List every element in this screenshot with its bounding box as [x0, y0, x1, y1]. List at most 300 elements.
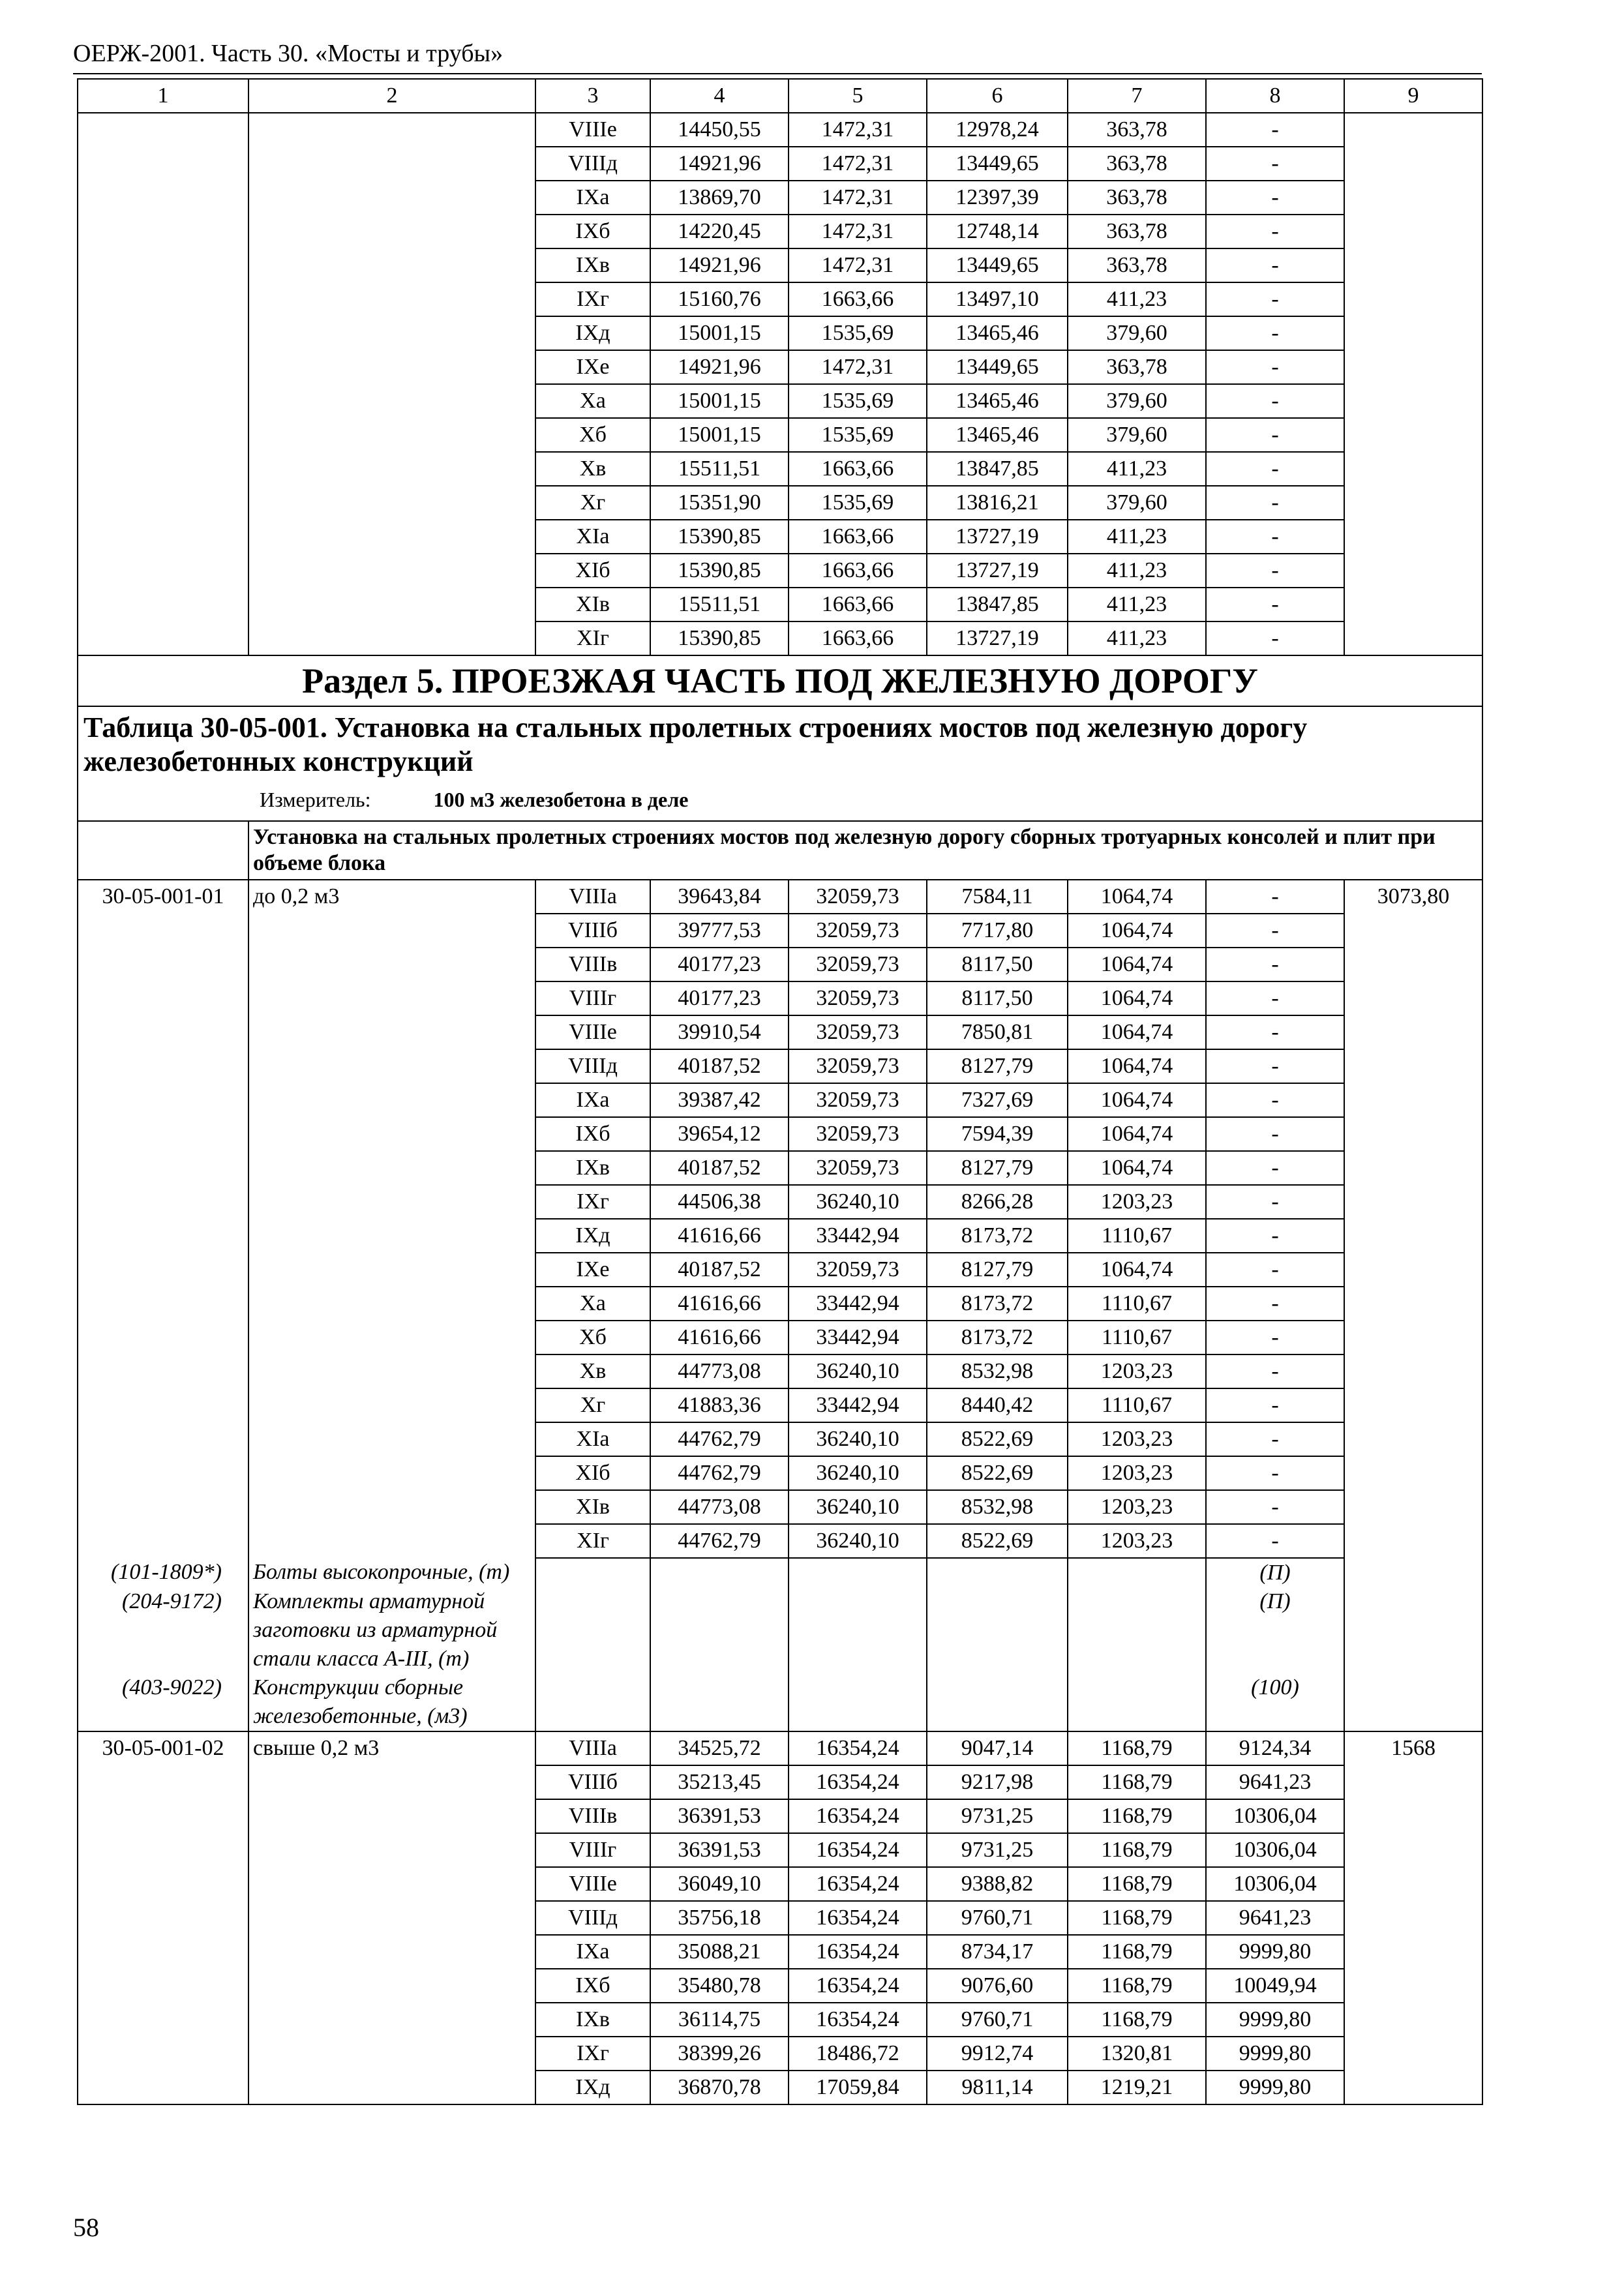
- value-cell: 1472,31: [789, 350, 927, 384]
- value-cell: 1168,79: [1068, 1901, 1206, 1935]
- column-number: 9: [1344, 79, 1482, 113]
- value-cell: 1535,69: [789, 384, 927, 418]
- table-row: [78, 1935, 1482, 1969]
- value-cell: IXа: [535, 1083, 650, 1117]
- value-cell: 9999,80: [1206, 2003, 1344, 2037]
- item-name: свыше 0,2 м3: [248, 1731, 535, 1765]
- value-cell: 15001,15: [650, 316, 789, 350]
- table-row: [78, 486, 1482, 520]
- value-cell: 9760,71: [927, 1901, 1068, 1935]
- empty-cell: [78, 948, 248, 981]
- value-cell: 13465,46: [927, 316, 1068, 350]
- table-row: [78, 350, 1482, 384]
- value-cell: 13449,65: [927, 350, 1068, 384]
- value-cell: -: [1206, 113, 1344, 147]
- value-cell: 9124,34: [1206, 1731, 1344, 1765]
- value-cell: 363,78: [1068, 181, 1206, 215]
- value-cell: VIIIа: [535, 880, 650, 914]
- table-row: [78, 520, 1482, 554]
- table-row: [78, 1490, 1482, 1524]
- empty-cell: [248, 1969, 535, 2003]
- value-cell: 1219,21: [1068, 2071, 1206, 2104]
- empty-cell: [1344, 981, 1482, 1015]
- table-row: [78, 1015, 1482, 1049]
- value-cell: 379,60: [1068, 486, 1206, 520]
- value-cell: 1064,74: [1068, 1049, 1206, 1083]
- empty-cell: [248, 1219, 535, 1253]
- empty-cell: [248, 147, 535, 181]
- column-number: 7: [1068, 79, 1206, 113]
- value-cell: 15390,85: [650, 554, 789, 588]
- value-cell: 379,60: [1068, 316, 1206, 350]
- empty-cell: [1068, 1673, 1206, 1731]
- empty-cell: [1344, 1049, 1482, 1083]
- table-row: [78, 418, 1482, 452]
- value-cell: 13449,65: [927, 248, 1068, 282]
- empty-cell: [1344, 215, 1482, 248]
- empty-cell: [1344, 1901, 1482, 1935]
- value-cell: 1663,66: [789, 621, 927, 655]
- value-cell: 13847,85: [927, 588, 1068, 621]
- value-cell: 15001,15: [650, 418, 789, 452]
- empty-cell: [1344, 1867, 1482, 1901]
- value-cell: 1064,74: [1068, 1083, 1206, 1117]
- value-cell: 12978,24: [927, 113, 1068, 147]
- empty-cell: [78, 621, 248, 655]
- value-cell: 411,23: [1068, 452, 1206, 486]
- value-cell: VIIIб: [535, 1765, 650, 1799]
- empty-cell: [78, 350, 248, 384]
- empty-cell: [248, 1490, 535, 1524]
- value-cell: -: [1206, 282, 1344, 316]
- resource-row: [78, 1587, 1482, 1673]
- value-cell: -: [1206, 147, 1344, 181]
- value-cell: 33442,94: [789, 1388, 927, 1422]
- value-cell: 33442,94: [789, 1219, 927, 1253]
- resource-value: (100): [1206, 1673, 1344, 1731]
- empty-cell: [248, 215, 535, 248]
- value-cell: 9641,23: [1206, 1765, 1344, 1799]
- value-cell: 1110,67: [1068, 1219, 1206, 1253]
- value-cell: 13465,46: [927, 384, 1068, 418]
- value-cell: 1663,66: [789, 554, 927, 588]
- empty-cell: [248, 2071, 535, 2104]
- table-row: [78, 2071, 1482, 2104]
- value-cell: 15511,51: [650, 452, 789, 486]
- value-cell: IXд: [535, 1219, 650, 1253]
- empty-cell: [535, 1673, 650, 1731]
- column-number: 3: [535, 79, 650, 113]
- resource-name: Конструкции сборные железобетонные, (м3): [248, 1673, 535, 1731]
- table-row: [78, 1833, 1482, 1867]
- value-cell: 1168,79: [1068, 1833, 1206, 1867]
- table-row: [78, 1151, 1482, 1185]
- empty-cell: [78, 2071, 248, 2104]
- value-cell: 40187,52: [650, 1049, 789, 1083]
- value-cell: 40187,52: [650, 1151, 789, 1185]
- value-cell: 39910,54: [650, 1015, 789, 1049]
- running-header: ОЕРЖ-2001. Часть 30. «Мосты и трубы»: [73, 40, 504, 67]
- empty-cell: [78, 1867, 248, 1901]
- empty-cell: [248, 384, 535, 418]
- empty-cell: [248, 554, 535, 588]
- value-cell: -: [1206, 1117, 1344, 1151]
- value-cell: 17059,84: [789, 2071, 927, 2104]
- item-name: до 0,2 м3: [248, 880, 535, 914]
- resource-value: (П): [1206, 1558, 1344, 1587]
- value-cell: 41616,66: [650, 1287, 789, 1321]
- empty-cell: [789, 1587, 927, 1673]
- value-cell: 32059,73: [789, 914, 927, 948]
- empty-cell: [1344, 1321, 1482, 1354]
- value-cell: 8522,69: [927, 1456, 1068, 1490]
- value-cell: 15001,15: [650, 384, 789, 418]
- value-cell: 36240,10: [789, 1185, 927, 1219]
- value-cell: -: [1206, 350, 1344, 384]
- value-cell: -: [1206, 588, 1344, 621]
- column-number: 1: [78, 79, 248, 113]
- empty-cell: [1344, 486, 1482, 520]
- empty-cell: [78, 215, 248, 248]
- value-cell: 1110,67: [1068, 1321, 1206, 1354]
- value-cell: 363,78: [1068, 248, 1206, 282]
- value-cell: 32059,73: [789, 948, 927, 981]
- value-cell: 9731,25: [927, 1799, 1068, 1833]
- value-cell: 16354,24: [789, 1867, 927, 1901]
- empty-cell: [78, 520, 248, 554]
- empty-cell: [78, 1969, 248, 2003]
- value-cell: 1472,31: [789, 248, 927, 282]
- value-cell: 1203,23: [1068, 1524, 1206, 1558]
- value-cell: -: [1206, 981, 1344, 1015]
- item-code: 30-05-001-01: [78, 880, 248, 914]
- value-cell: VIIIе: [535, 1867, 650, 1901]
- table-row: [78, 1117, 1482, 1151]
- table-row: [78, 1867, 1482, 1901]
- value-cell: 1535,69: [789, 316, 927, 350]
- value-cell: 16354,24: [789, 1799, 927, 1833]
- empty-cell: [78, 1524, 248, 1558]
- empty-cell: [248, 452, 535, 486]
- empty-cell: [248, 1151, 535, 1185]
- empty-cell: [248, 1867, 535, 1901]
- value-cell: 9912,74: [927, 2037, 1068, 2071]
- empty-cell: [78, 1049, 248, 1083]
- value-cell: -: [1206, 1151, 1344, 1185]
- table-row: [78, 1321, 1482, 1354]
- value-cell: 34525,72: [650, 1731, 789, 1765]
- value-cell: VIIIв: [535, 948, 650, 981]
- table-row: [78, 1354, 1482, 1388]
- value-cell: 8117,50: [927, 948, 1068, 981]
- value-cell: -: [1206, 1185, 1344, 1219]
- value-cell: 16354,24: [789, 2003, 927, 2037]
- empty-cell: [1344, 350, 1482, 384]
- empty-cell: [1344, 2003, 1482, 2037]
- empty-cell: [248, 621, 535, 655]
- empty-cell: [248, 1287, 535, 1321]
- value-cell: 12397,39: [927, 181, 1068, 215]
- empty-cell: [248, 1765, 535, 1799]
- value-cell: 7717,80: [927, 914, 1068, 948]
- empty-cell: [248, 520, 535, 554]
- empty-cell: [1344, 1765, 1482, 1799]
- value-cell: 13465,46: [927, 418, 1068, 452]
- table-row: [78, 1185, 1482, 1219]
- empty-cell: [1344, 1456, 1482, 1490]
- table-row: [78, 181, 1482, 215]
- value-cell: 44762,79: [650, 1524, 789, 1558]
- empty-cell: [78, 1219, 248, 1253]
- value-cell: 32059,73: [789, 981, 927, 1015]
- empty-cell: [248, 350, 535, 384]
- table-row: [78, 948, 1482, 981]
- value-cell: VIIIв: [535, 1799, 650, 1833]
- value-cell: 1472,31: [789, 181, 927, 215]
- value-cell: IXа: [535, 1935, 650, 1969]
- value-cell: 15511,51: [650, 588, 789, 621]
- value-cell: 32059,73: [789, 880, 927, 914]
- table-title-cell: [78, 706, 1482, 821]
- value-cell: IXв: [535, 248, 650, 282]
- table-title-row: [78, 706, 1482, 821]
- table-row: [78, 1287, 1482, 1321]
- empty-cell: [248, 1935, 535, 1969]
- value-cell: -: [1206, 880, 1344, 914]
- value-cell: VIIIг: [535, 981, 650, 1015]
- section-title: Раздел 5. ПРОЕЗЖАЯ ЧАСТЬ ПОД ЖЕЛЕЗНУЮ ДОРОГУ: [78, 655, 1482, 706]
- value-cell: 1168,79: [1068, 1765, 1206, 1799]
- value-cell: 10306,04: [1206, 1799, 1344, 1833]
- value-cell: 16354,24: [789, 1833, 927, 1867]
- value-cell: -: [1206, 621, 1344, 655]
- value-cell: IXв: [535, 2003, 650, 2037]
- empty-cell: [1344, 520, 1482, 554]
- table-row: [78, 452, 1482, 486]
- resource-name: Комплекты арматурной заготовки из арматурной стали класса А-III, (т): [248, 1587, 535, 1673]
- value-cell: 13727,19: [927, 554, 1068, 588]
- value-cell: -: [1206, 248, 1344, 282]
- value-cell: XIб: [535, 1456, 650, 1490]
- value-cell: VIIIд: [535, 1049, 650, 1083]
- empty-cell: [1344, 1151, 1482, 1185]
- empty-cell: [1344, 1253, 1482, 1287]
- empty-cell: [1344, 418, 1482, 452]
- resource-code: (403-9022): [78, 1673, 248, 1731]
- value-cell: 35213,45: [650, 1765, 789, 1799]
- table-row: [78, 384, 1482, 418]
- resource-name: Болты высокопрочные, (т): [248, 1558, 535, 1587]
- value-cell: 16354,24: [789, 1731, 927, 1765]
- empty-cell: [78, 821, 248, 880]
- value-cell: 14450,55: [650, 113, 789, 147]
- value-cell: 36240,10: [789, 1456, 927, 1490]
- empty-cell: [248, 914, 535, 948]
- value-cell: 41616,66: [650, 1321, 789, 1354]
- column-number: 2: [248, 79, 535, 113]
- empty-cell: [78, 588, 248, 621]
- value-cell: 1168,79: [1068, 1799, 1206, 1833]
- value-cell: 8173,72: [927, 1219, 1068, 1253]
- value-cell: 411,23: [1068, 621, 1206, 655]
- empty-cell: [78, 1456, 248, 1490]
- table-row: [78, 1731, 1482, 1765]
- column-number: 6: [927, 79, 1068, 113]
- value-cell: 363,78: [1068, 215, 1206, 248]
- value-cell: -: [1206, 316, 1344, 350]
- empty-cell: [78, 113, 248, 147]
- empty-cell: [248, 588, 535, 621]
- value-cell: 379,60: [1068, 384, 1206, 418]
- table-row: [78, 1388, 1482, 1422]
- empty-cell: [78, 1765, 248, 1799]
- value-cell: 1535,69: [789, 418, 927, 452]
- value-cell: 39654,12: [650, 1117, 789, 1151]
- value-cell: IXв: [535, 1151, 650, 1185]
- table-row: [78, 2003, 1482, 2037]
- value-cell: 1064,74: [1068, 880, 1206, 914]
- empty-cell: [248, 1388, 535, 1422]
- empty-cell: [78, 384, 248, 418]
- value-cell: 1320,81: [1068, 2037, 1206, 2071]
- value-cell: 411,23: [1068, 282, 1206, 316]
- value-cell: IXг: [535, 282, 650, 316]
- value-cell: 9388,82: [927, 1867, 1068, 1901]
- value-cell: -: [1206, 1083, 1344, 1117]
- value-cell: IXг: [535, 2037, 650, 2071]
- subtitle: Установка на стальных пролетных строениях мостов под железную дорогу сборных тротуарных консолей и плит при объеме блока: [248, 821, 1482, 880]
- value-cell: Xа: [535, 1287, 650, 1321]
- empty-cell: [78, 181, 248, 215]
- value-cell: 1203,23: [1068, 1490, 1206, 1524]
- empty-cell: [78, 248, 248, 282]
- value-cell: 16354,24: [789, 1765, 927, 1799]
- empty-cell: [248, 248, 535, 282]
- value-cell: 36870,78: [650, 2071, 789, 2104]
- empty-cell: [535, 1558, 650, 1587]
- value-cell: 1472,31: [789, 147, 927, 181]
- empty-cell: [1344, 1354, 1482, 1388]
- value-cell: 33442,94: [789, 1321, 927, 1354]
- value-cell: 9999,80: [1206, 2037, 1344, 2071]
- value-cell: 9760,71: [927, 2003, 1068, 2037]
- empty-cell: [1344, 1799, 1482, 1833]
- value-cell: 9076,60: [927, 1969, 1068, 2003]
- table-row: [78, 1049, 1482, 1083]
- value-cell: VIIIа: [535, 1731, 650, 1765]
- empty-cell: [1344, 621, 1482, 655]
- value-cell: 411,23: [1068, 588, 1206, 621]
- value-cell: 36240,10: [789, 1490, 927, 1524]
- empty-cell: [650, 1673, 789, 1731]
- page-number: 58: [73, 2213, 99, 2242]
- empty-cell: [1344, 914, 1482, 948]
- empty-cell: [248, 981, 535, 1015]
- value-cell: 1663,66: [789, 520, 927, 554]
- empty-cell: [1344, 1587, 1482, 1673]
- value-cell: 1203,23: [1068, 1422, 1206, 1456]
- table-row: [78, 1901, 1482, 1935]
- value-cell: 36391,53: [650, 1833, 789, 1867]
- value-cell: 363,78: [1068, 113, 1206, 147]
- value-cell: -: [1206, 1049, 1344, 1083]
- value-cell: VIIIе: [535, 113, 650, 147]
- value-cell: 363,78: [1068, 350, 1206, 384]
- value-cell: -: [1206, 1456, 1344, 1490]
- value-cell: Xв: [535, 1354, 650, 1388]
- empty-cell: [248, 113, 535, 147]
- value-cell: 32059,73: [789, 1151, 927, 1185]
- empty-cell: [78, 1935, 248, 1969]
- value-cell: -: [1206, 1524, 1344, 1558]
- value-cell: IXа: [535, 181, 650, 215]
- empty-cell: [1344, 1524, 1482, 1558]
- value-cell: -: [1206, 948, 1344, 981]
- value-cell: 13449,65: [927, 147, 1068, 181]
- empty-cell: [248, 1083, 535, 1117]
- value-cell: 10049,94: [1206, 1969, 1344, 2003]
- value-cell: 1110,67: [1068, 1287, 1206, 1321]
- value-cell: 36049,10: [650, 1867, 789, 1901]
- empty-cell: [248, 1015, 535, 1049]
- value-cell: 16354,24: [789, 1901, 927, 1935]
- empty-cell: [1344, 1935, 1482, 1969]
- value-cell: 44762,79: [650, 1456, 789, 1490]
- value-cell: 40177,23: [650, 981, 789, 1015]
- value-cell: 40177,23: [650, 948, 789, 981]
- empty-cell: [248, 1456, 535, 1490]
- empty-cell: [248, 418, 535, 452]
- value-cell: 1064,74: [1068, 1151, 1206, 1185]
- table-row: [78, 1456, 1482, 1490]
- empty-cell: [78, 2003, 248, 2037]
- value-cell: Xб: [535, 1321, 650, 1354]
- value-cell: -: [1206, 452, 1344, 486]
- value-cell: 15160,76: [650, 282, 789, 316]
- value-cell: IXб: [535, 1117, 650, 1151]
- value-cell: 32059,73: [789, 1049, 927, 1083]
- empty-cell: [1068, 1558, 1206, 1587]
- empty-cell: [1344, 181, 1482, 215]
- empty-cell: [650, 1587, 789, 1673]
- value-cell: 8734,17: [927, 1935, 1068, 1969]
- empty-cell: [78, 1901, 248, 1935]
- empty-cell: [1344, 384, 1482, 418]
- empty-cell: [78, 1083, 248, 1117]
- resource-code: (101-1809*): [78, 1558, 248, 1587]
- value-cell: 8266,28: [927, 1185, 1068, 1219]
- value-cell: 39643,84: [650, 880, 789, 914]
- value-cell: 32059,73: [789, 1117, 927, 1151]
- value-cell: -: [1206, 1490, 1344, 1524]
- value-cell: 10306,04: [1206, 1833, 1344, 1867]
- empty-cell: [78, 1321, 248, 1354]
- value-cell: XIа: [535, 1422, 650, 1456]
- value-cell: -: [1206, 181, 1344, 215]
- value-cell: 9641,23: [1206, 1901, 1344, 1935]
- value-cell: 8522,69: [927, 1422, 1068, 1456]
- value-cell: 32059,73: [789, 1083, 927, 1117]
- empty-cell: [248, 2037, 535, 2071]
- value-cell: -: [1206, 1354, 1344, 1388]
- empty-cell: [78, 554, 248, 588]
- value-cell: 8532,98: [927, 1490, 1068, 1524]
- value-cell: 14921,96: [650, 147, 789, 181]
- empty-cell: [78, 1354, 248, 1388]
- value-cell: IXб: [535, 215, 650, 248]
- value-cell: 13816,21: [927, 486, 1068, 520]
- value-cell: VIIIд: [535, 1901, 650, 1935]
